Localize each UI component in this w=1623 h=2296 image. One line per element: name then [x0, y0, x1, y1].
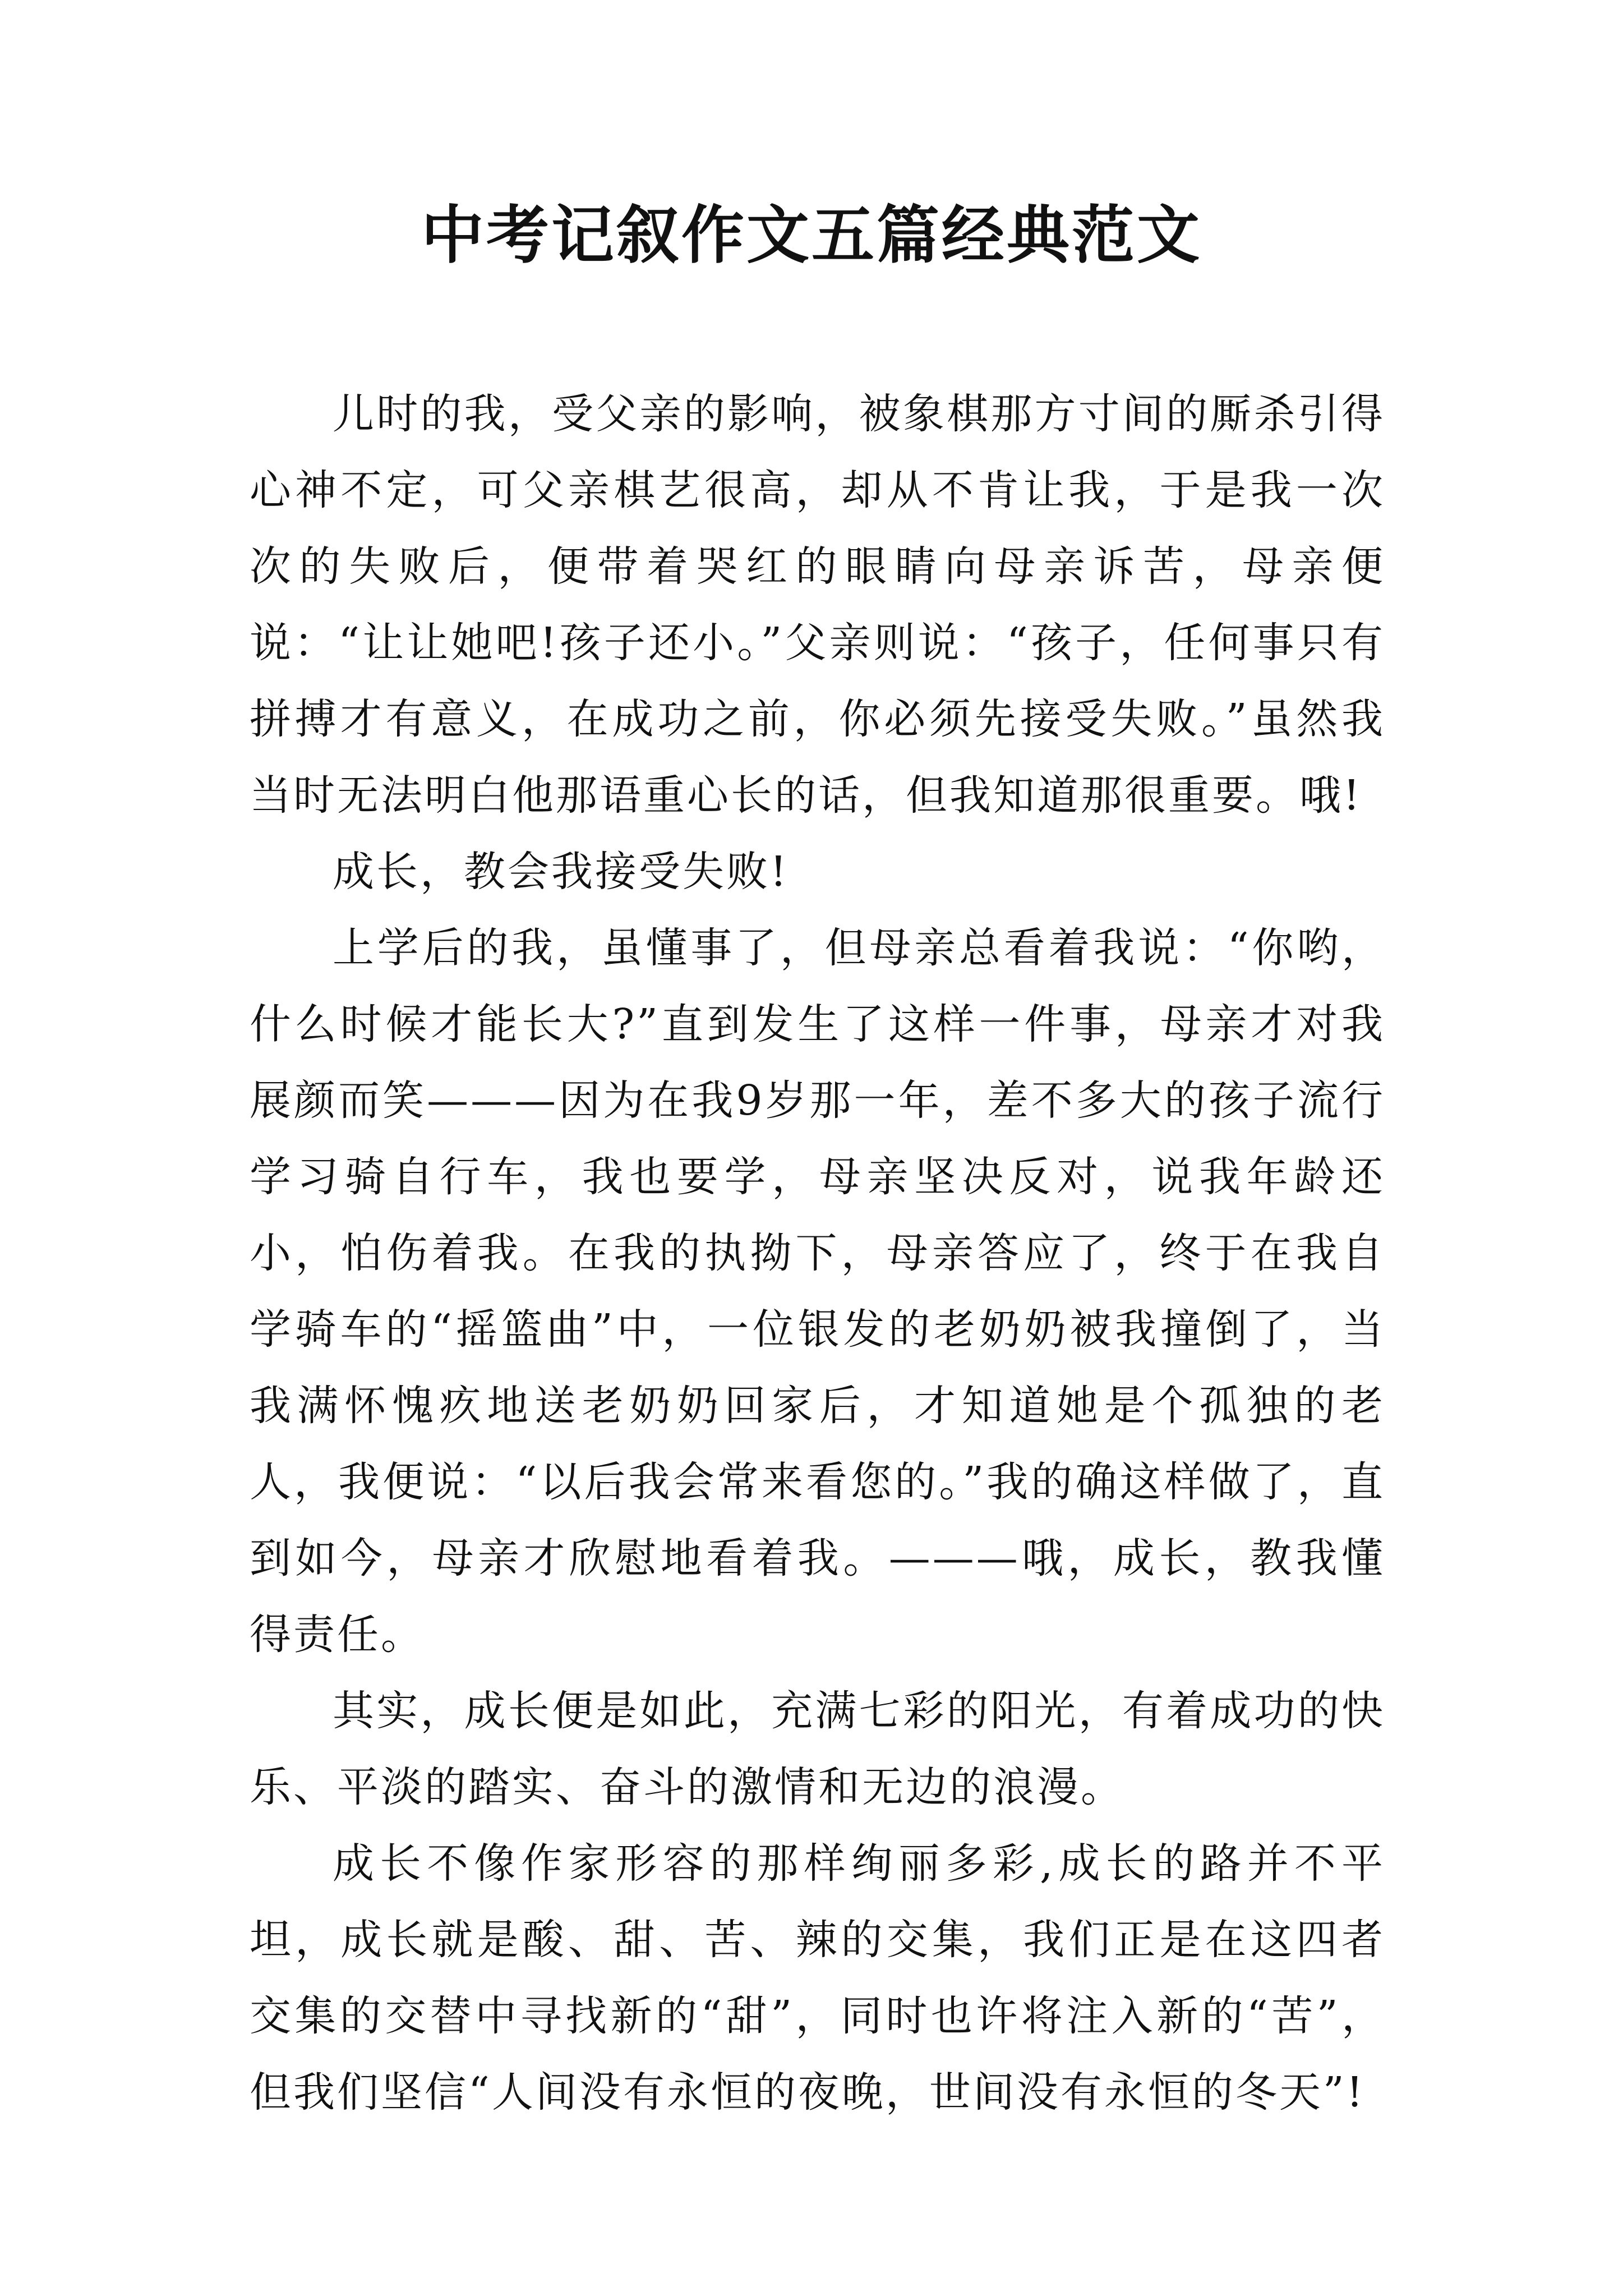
document-title: 中考记叙作文五篇经典范文	[421, 199, 1202, 272]
paragraph: 成长，教会我接受失败!	[333, 848, 789, 896]
paragraph: 上学后的我，虽懂事了，但母亲总看着我说：“你哟，什么时候才能长大?”直到发生了这样一件事，母亲才对我展颜而笑———因为在我9岁那一年，差不多大的孩子流行学习骑自行车，我也要学，母亲坚决反对，说我年龄还小，怕伤着我。在我的执拗下，母亲答应了，终于在我自学骑车的“摇篮曲”中，一位银发的老奶奶被我撞倒了，当我满怀愧疚地送老奶奶回家后，才知道她是个孤独的老人，我便说：“以后我会常来看您的。”我的确这样做了，直到如今，母亲才欣慰地看着我。———哦，成长，教我懂得责任。	[250, 924, 1385, 1659]
document-body	[250, 376, 1385, 2131]
paragraph: 儿时的我，受父亲的影响，被象棋那方寸间的厮杀引得心神不定，可父亲棋艺很高，却从不肯让我，于是我一次次的失败后，便带着哭红的眼睛向母亲诉苦，母亲便说：“让让她吧!孩子还小。”父亲则说：“孩子，任何事只有拼搏才有意义，在成功之前，你必须先接受失败。”虽然我当时无法明白他那语重心长的话，但我知道那很重要。哦!	[250, 390, 1385, 820]
paragraph: 其实，成长便是如此，充满七彩的阳光，有着成功的快乐、平淡的踏实、奋斗的激情和无边的浪漫。	[250, 1687, 1385, 1811]
paragraph: 成长不像作家形容的那样绚丽多彩,成长的路并不平坦，成长就是酸、甜、苦、辣的交集，我们正是在这四者交集的交替中寻找新的“甜”，同时也许将注入新的“苦”，但我们坚信“人间没有永恒的夜晚，世间没有永恒的冬天”!	[250, 1839, 1385, 2116]
